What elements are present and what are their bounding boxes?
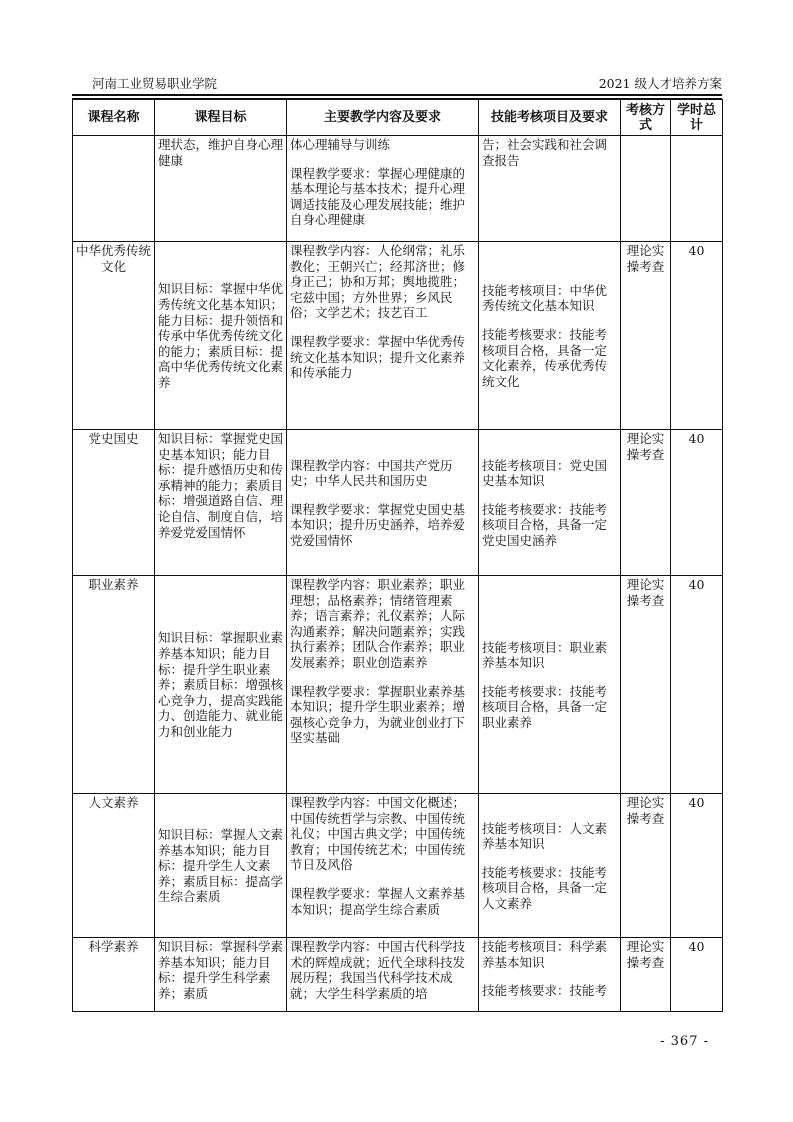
column-header-skill-assessment: 技能考核项目及要求 bbox=[479, 100, 621, 136]
content-text: 体心理辅导与训练 bbox=[290, 137, 391, 152]
course-name bbox=[73, 136, 155, 242]
table-row bbox=[73, 794, 723, 938]
skill-assessment bbox=[479, 242, 621, 430]
skill-requirements: 技能考核要求：技能考核项目合格，具备一定职业素养 bbox=[482, 683, 608, 730]
table-row bbox=[73, 136, 723, 242]
course-content bbox=[287, 136, 479, 242]
course-content bbox=[287, 938, 479, 1012]
header-school-name: 河南工业贸易职业学院 bbox=[92, 76, 218, 91]
header-document-title: 2021 级人才培养方案 bbox=[598, 76, 722, 91]
table-row bbox=[73, 938, 723, 1012]
column-header-course-name: 课程名称 bbox=[73, 100, 155, 136]
total-hours: 40 bbox=[671, 430, 723, 576]
course-goals: 知识目标：掌握人文素养基本知识；能力目标：提升学生人文素养；素质目标：提高学生综合素质 bbox=[155, 794, 287, 938]
skill-assessment bbox=[479, 136, 621, 242]
skill-items: 技能考核项目：科学素养基本知识 bbox=[482, 939, 608, 970]
page-header bbox=[72, 72, 722, 92]
course-goals: 知识目标：掌握党史国史基本知识；能力目标：提升感悟历史和传承精神的能力；素质目标：增强道路自信、理论自信、制度自信，培养爱党爱国情怀 bbox=[155, 430, 287, 576]
course-goals: 理状态，维护自身心理健康 bbox=[155, 136, 287, 242]
skill-requirements: 技能考核要求：技能考核项目合格，具备一定党史国史涵养 bbox=[482, 501, 608, 548]
skill-items: 告；社会实践和社会调查报告 bbox=[482, 137, 608, 168]
course-name: 科学素养 bbox=[73, 938, 155, 1012]
course-name: 党史国史 bbox=[73, 430, 155, 576]
skill-items: 技能考核项目：中华优秀传统文化基本知识 bbox=[482, 282, 608, 314]
content-text: 课程教学内容：中国文化概述；中国传统哲学与宗教、中国传统礼仪；中国古典文学；中国传统教育；中国传统艺术；中国传统节日及风俗 bbox=[290, 795, 466, 873]
content-requirements: 课程教学要求：掌握人文素养基本知识；提高学生综合素质 bbox=[290, 885, 466, 917]
content-text: 课程教学内容：人伦纲常；礼乐教化；王朝兴亡；经邦济世；修身正己；协和万邦；舆地揽胜；宅兹中国；方外世界；乡风民俗；文学艺术；技艺百工 bbox=[290, 243, 466, 321]
table-header-row bbox=[73, 100, 723, 136]
header-rule bbox=[72, 94, 722, 96]
skill-requirements: 技能考核要求：技能考核项目合格，具备一定文化素养，传承优秀传统文化 bbox=[482, 326, 608, 389]
skill-assessment bbox=[479, 938, 621, 1012]
skill-items: 技能考核项目：党史国史基本知识 bbox=[482, 457, 608, 489]
course-goals: 知识目标：掌握职业素养基本知识；能力目标：提升学生职业素养；素质目标：增强核心竞争力，提高实践能力、创造能力、就业能力和创业能力 bbox=[155, 576, 287, 794]
course-goals: 知识目标：掌握中华优秀传统文化基本知识；能力目标：提升领悟和传承中华优秀传统文化的能力；素质目标：提高中华优秀传统文化素养 bbox=[155, 242, 287, 430]
total-hours: 40 bbox=[671, 576, 723, 794]
skill-items: 技能考核项目：人文素养基本知识 bbox=[482, 820, 608, 852]
exam-method: 理论实操考查 bbox=[621, 938, 671, 1012]
skill-requirements: 技能考核要求：技能考 bbox=[482, 983, 608, 999]
column-header-total-hours: 学时总计 bbox=[671, 100, 723, 136]
course-content bbox=[287, 576, 479, 794]
course-name: 中华优秀传统文化 bbox=[73, 242, 155, 430]
content-text: 课程教学内容：中国共产党历史；中华人民共和国历史 bbox=[290, 457, 453, 489]
content-requirements: 课程教学要求：掌握中华优秀传统文化基本知识；提升文化素养和传承能力 bbox=[290, 333, 466, 381]
exam-method: 理论实操考查 bbox=[621, 242, 671, 430]
skill-items: 技能考核项目：职业素养基本知识 bbox=[482, 639, 608, 671]
content-text: 课程教学内容：职业素养；职业理想；品格素养；情绪管理素养；语言素养；礼仪素养；人际沟通素养；解决问题素养；实践执行素养；团队合作素养；职业发展素养；职业创造素养 bbox=[290, 577, 466, 670]
column-header-content: 主要教学内容及要求 bbox=[287, 100, 479, 136]
table-row bbox=[73, 242, 723, 430]
table-row bbox=[73, 430, 723, 576]
skill-assessment bbox=[479, 576, 621, 794]
course-name: 职业素养 bbox=[73, 576, 155, 794]
content-text: 课程教学内容：中国古代科学技术的辉煌成就；近代全球科技发展历程；我国当代科学技术成就；大学生科学素质的培 bbox=[290, 939, 466, 1001]
content-requirements: 课程教学要求：掌握心理健康的基本理论与基本技术；提升心理调适技能及心理发展技能；维护自身心理健康 bbox=[290, 165, 466, 228]
skill-assessment bbox=[479, 794, 621, 938]
course-content bbox=[287, 242, 479, 430]
total-hours: 40 bbox=[671, 242, 723, 430]
page-number: - 367 - bbox=[660, 1034, 709, 1049]
course-content bbox=[287, 430, 479, 576]
total-hours: 40 bbox=[671, 794, 723, 938]
curriculum-table bbox=[72, 99, 723, 1012]
content-requirements: 课程教学要求：掌握职业素养基本知识；提升学生职业素养；增强核心竞争力，为就业创业打下坚实基础 bbox=[290, 683, 466, 746]
exam-method bbox=[621, 136, 671, 242]
table-row bbox=[73, 576, 723, 794]
skill-requirements: 技能考核要求：技能考核项目合格，具备一定人文素养 bbox=[482, 864, 608, 911]
course-content bbox=[287, 794, 479, 938]
total-hours: 40 bbox=[671, 938, 723, 1012]
column-header-course-goals: 课程目标 bbox=[155, 100, 287, 136]
column-header-exam-method: 考核方式 bbox=[621, 100, 671, 136]
total-hours bbox=[671, 136, 723, 242]
content-requirements: 课程教学要求：掌握党史国史基本知识；提升历史涵养，培养爱党爱国情怀 bbox=[290, 501, 466, 548]
exam-method: 理论实操考查 bbox=[621, 430, 671, 576]
course-goals: 知识目标：掌握科学素养基本知识；能力目标：提升学生科学素养；素质 bbox=[155, 938, 287, 1012]
course-name: 人文素养 bbox=[73, 794, 155, 938]
exam-method: 理论实操考查 bbox=[621, 794, 671, 938]
skill-assessment bbox=[479, 430, 621, 576]
exam-method: 理论实操考查 bbox=[621, 576, 671, 794]
